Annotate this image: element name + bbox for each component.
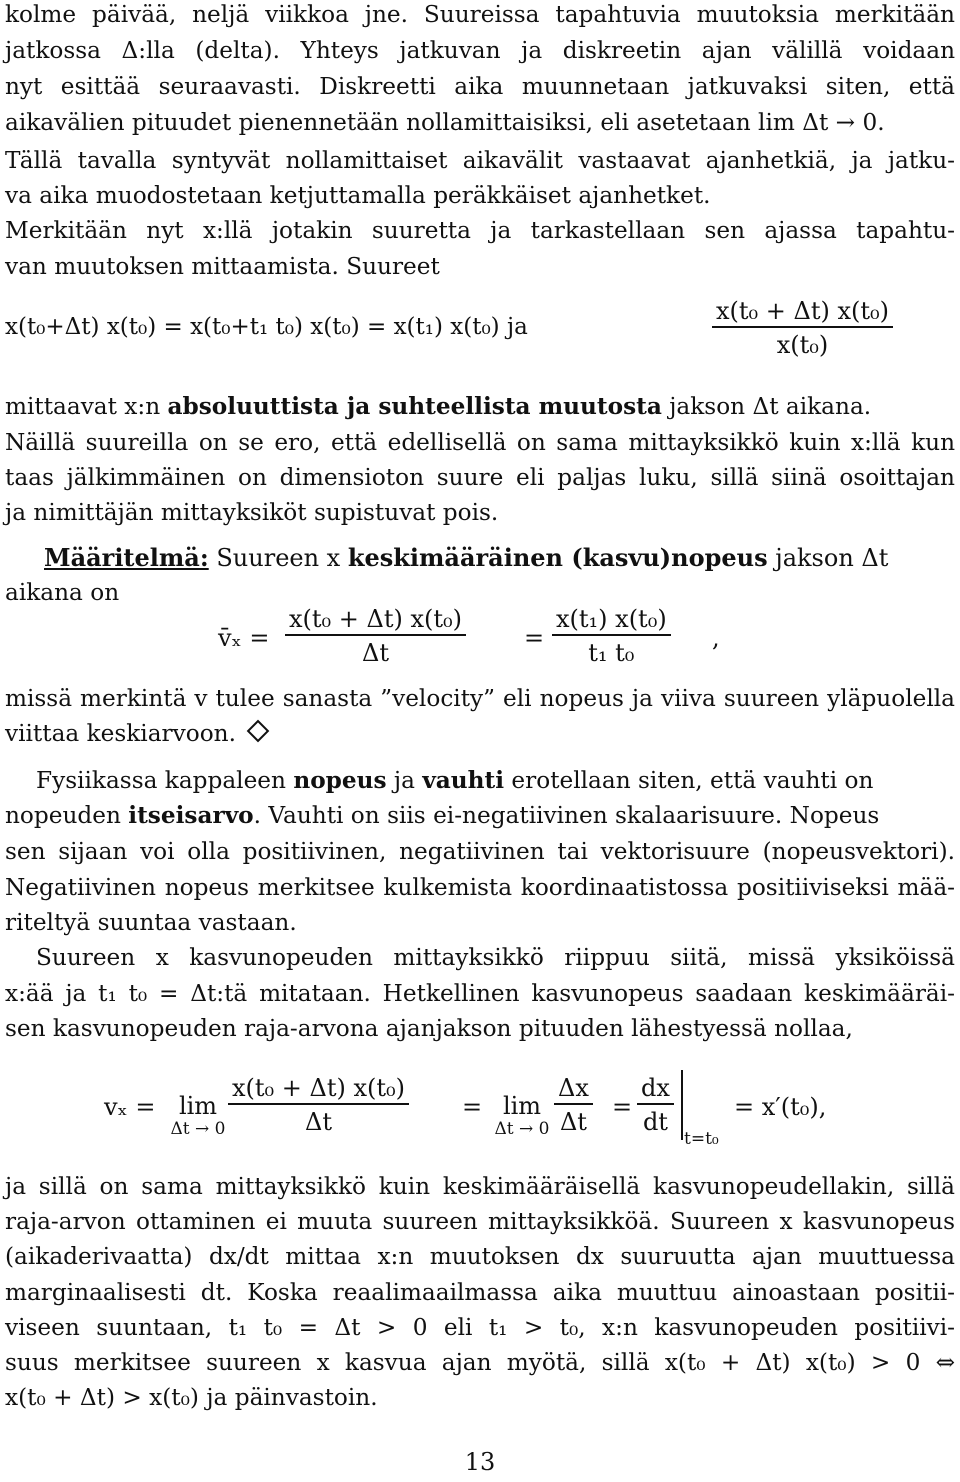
emphasis-text: nopeus	[293, 767, 387, 794]
text-line: missä merkintä v tulee sanasta ”velocity” eli nopeus ja viiva suureen yläpuolella	[5, 685, 955, 712]
text-line	[5, 719, 955, 749]
fraction-numerator: x(t₀ + Δt) x(t₀)	[232, 1074, 406, 1102]
text-line: sen sijaan voi olla positiivinen, negatiivinen tai vektorisuure (nopeusvektori).	[5, 838, 955, 865]
limit-operator	[490, 1092, 554, 1138]
fraction-denominator: dt	[642, 1108, 668, 1136]
text-line	[36, 766, 955, 796]
mean-velocity-fraction-1	[285, 604, 466, 668]
emphasis-text: absoluuttista ja suhteellista muutosta	[167, 393, 662, 420]
text-line: Negatiivinen nopeus merkitsee kulkemista koordinaatistossa positiiviseksi mää-	[5, 874, 955, 901]
limit-text: lim	[178, 1092, 218, 1120]
text-line: ja nimittäjän mittayksiköt supistuvat pois.	[5, 499, 499, 526]
text-line: nyt esittää seuraavasti. Diskreetti aika muunnetaan jatkuvaksi siten, että	[5, 73, 955, 100]
text-line: kolme päivää, neljä viikkoa jne. Suureissa tapahtuvia muutoksia merkitään	[5, 1, 955, 28]
text-line: sen kasvunopeuden raja-arvona ajanjakson pituuden lähestyessä nollaa,	[5, 1015, 853, 1042]
text-run: ja	[393, 767, 415, 794]
text-line: riteltyä suuntaa vastaan.	[5, 909, 297, 936]
text-line: va aika muodostetaan ketjuttamalla peräkkäiset ajanhetket.	[5, 182, 711, 209]
mean-velocity-symbol: v̄ₓ =	[218, 624, 270, 652]
text-line: taas jälkimmäinen on dimensioton suure eli paljas luku, sillä siinä osoittajan	[5, 464, 955, 491]
mean-velocity-fraction-2	[552, 604, 671, 668]
equals-sign: =	[524, 624, 545, 652]
text-line: Tällä tavalla syntyvät nollamittaiset aikavälit vastaavat ajanhetkiä, ja jatku-	[5, 147, 955, 174]
text-line: x:ää ja t₁ t₀ = Δt:tä mitataan. Hetkellinen kasvunopeus saadaan keskimääräi-	[5, 980, 955, 1007]
text-line: x(t₀ + Δt) > x(t₀) ja päinvastoin.	[5, 1384, 378, 1411]
fraction-numerator: x(t₁) x(t₀)	[556, 605, 667, 633]
definition-label: Määritelmä:	[44, 543, 209, 572]
emphasis-text: itseisarvo	[128, 802, 254, 829]
text-run: . Vauhti on siis ei-negatiivinen skalaarisuure. Nopeus	[253, 802, 880, 829]
text-line: (aikaderivaatta) dx/dt mittaa x:n muutoksen dx suuruutta ajan muuttuessa	[5, 1243, 955, 1270]
fraction-denominator: Δt	[362, 639, 389, 667]
text-run: jakson Δt	[775, 544, 889, 572]
definition-heading	[44, 543, 955, 573]
limit-operator	[166, 1092, 230, 1138]
emphasis-text: keskimääräinen (kasvu)nopeus	[347, 543, 768, 572]
page-number: 13	[464, 1448, 496, 1476]
fraction-denominator: Δt	[559, 1108, 587, 1136]
fraction-denominator: x(t₀)	[776, 331, 829, 359]
derivative-fraction	[637, 1073, 674, 1137]
text-line: aikavälien pituudet pienennetään nollamittaisiksi, eli asetetaan lim Δt → 0.	[5, 109, 885, 136]
text-run: nopeuden	[5, 802, 121, 829]
text-line: ja sillä on sama mittayksikkö kuin keskimääräisellä kasvunopeudellakin, sillä	[5, 1173, 955, 1200]
evaluation-bar	[681, 1070, 683, 1140]
derivative-result: = x′(t₀),	[734, 1093, 827, 1121]
comma: ,	[712, 624, 720, 652]
text-line: suus merkitsee suureen x kasvua ajan myötä, sillä x(t₀ + Δt) x(t₀) > 0 ⇔	[5, 1349, 955, 1376]
difference-quotient-fraction	[228, 1073, 409, 1137]
text-line: aikana on	[5, 579, 120, 606]
fraction-denominator: t₁ t₀	[588, 639, 635, 667]
fraction-numerator: dx	[641, 1074, 670, 1102]
text-run: mittaavat x:n	[5, 393, 161, 420]
fraction-numerator: x(t₀ + Δt) x(t₀)	[716, 297, 890, 325]
equals-sign: =	[612, 1093, 633, 1121]
end-of-definition-diamond-icon	[247, 720, 270, 743]
delta-ratio-fraction	[554, 1073, 593, 1137]
text-line	[5, 801, 955, 831]
text-run: erotellaan siten, että vauhti on	[511, 767, 874, 794]
limit-text: lim	[502, 1092, 542, 1120]
text-line: jatkossa Δ:lla (delta). Yhteys jatkuvan ja diskreetin ajan välillä voidaan	[5, 37, 955, 64]
equals-sign: =	[462, 1093, 483, 1121]
text-line: Merkitään nyt x:llä jotakin suuretta ja tarkastellaan sen ajassa tapahtu-	[5, 217, 955, 244]
text-line: raja-arvon ottaminen ei muuta suureen mittayksikköä. Suureen x kasvunopeus	[5, 1208, 955, 1235]
fraction-numerator: Δx	[558, 1074, 589, 1102]
text-run: jakson Δt aikana.	[669, 393, 872, 420]
text-run: viittaa keskiarvoon.	[5, 720, 236, 747]
text-run: Suureen x	[216, 544, 341, 572]
limit-subscript: Δt → 0	[494, 1119, 550, 1139]
text-line: Suureen x kasvunopeuden mittayksikkö riippuu siitä, missä yksiköissä	[36, 944, 955, 971]
limit-subscript: Δt → 0	[170, 1119, 226, 1139]
velocity-symbol: vₓ =	[104, 1093, 156, 1121]
text-line: viseen suuntaan, t₁ t₀ = Δt > 0 eli t₁ > t₀, x:n kasvunopeuden positiivi-	[5, 1314, 955, 1341]
relative-change-fraction	[712, 296, 893, 360]
fraction-denominator: Δt	[305, 1108, 332, 1136]
text-line: marginaalisesti dt. Koska reaalimaailmassa aika muuttuu ainoastaan positii-	[5, 1279, 955, 1306]
text-line: Näillä suureilla on se ero, että edellisellä on sama mittayksikkö kuin x:llä kun	[5, 429, 955, 456]
text-line	[5, 392, 955, 422]
text-line: van muutoksen mittaamista. Suureet	[5, 253, 440, 280]
fraction-numerator: x(t₀ + Δt) x(t₀)	[289, 605, 463, 633]
text-run: Fysiikassa kappaleen	[36, 767, 286, 794]
emphasis-text: vauhti	[422, 767, 505, 794]
evaluation-subscript: t=t₀	[684, 1129, 719, 1149]
equation-absolute-change: x(t₀+Δt) x(t₀) = x(t₀+t₁ t₀) x(t₀) = x(t₁) x(t₀) ja	[5, 314, 528, 340]
